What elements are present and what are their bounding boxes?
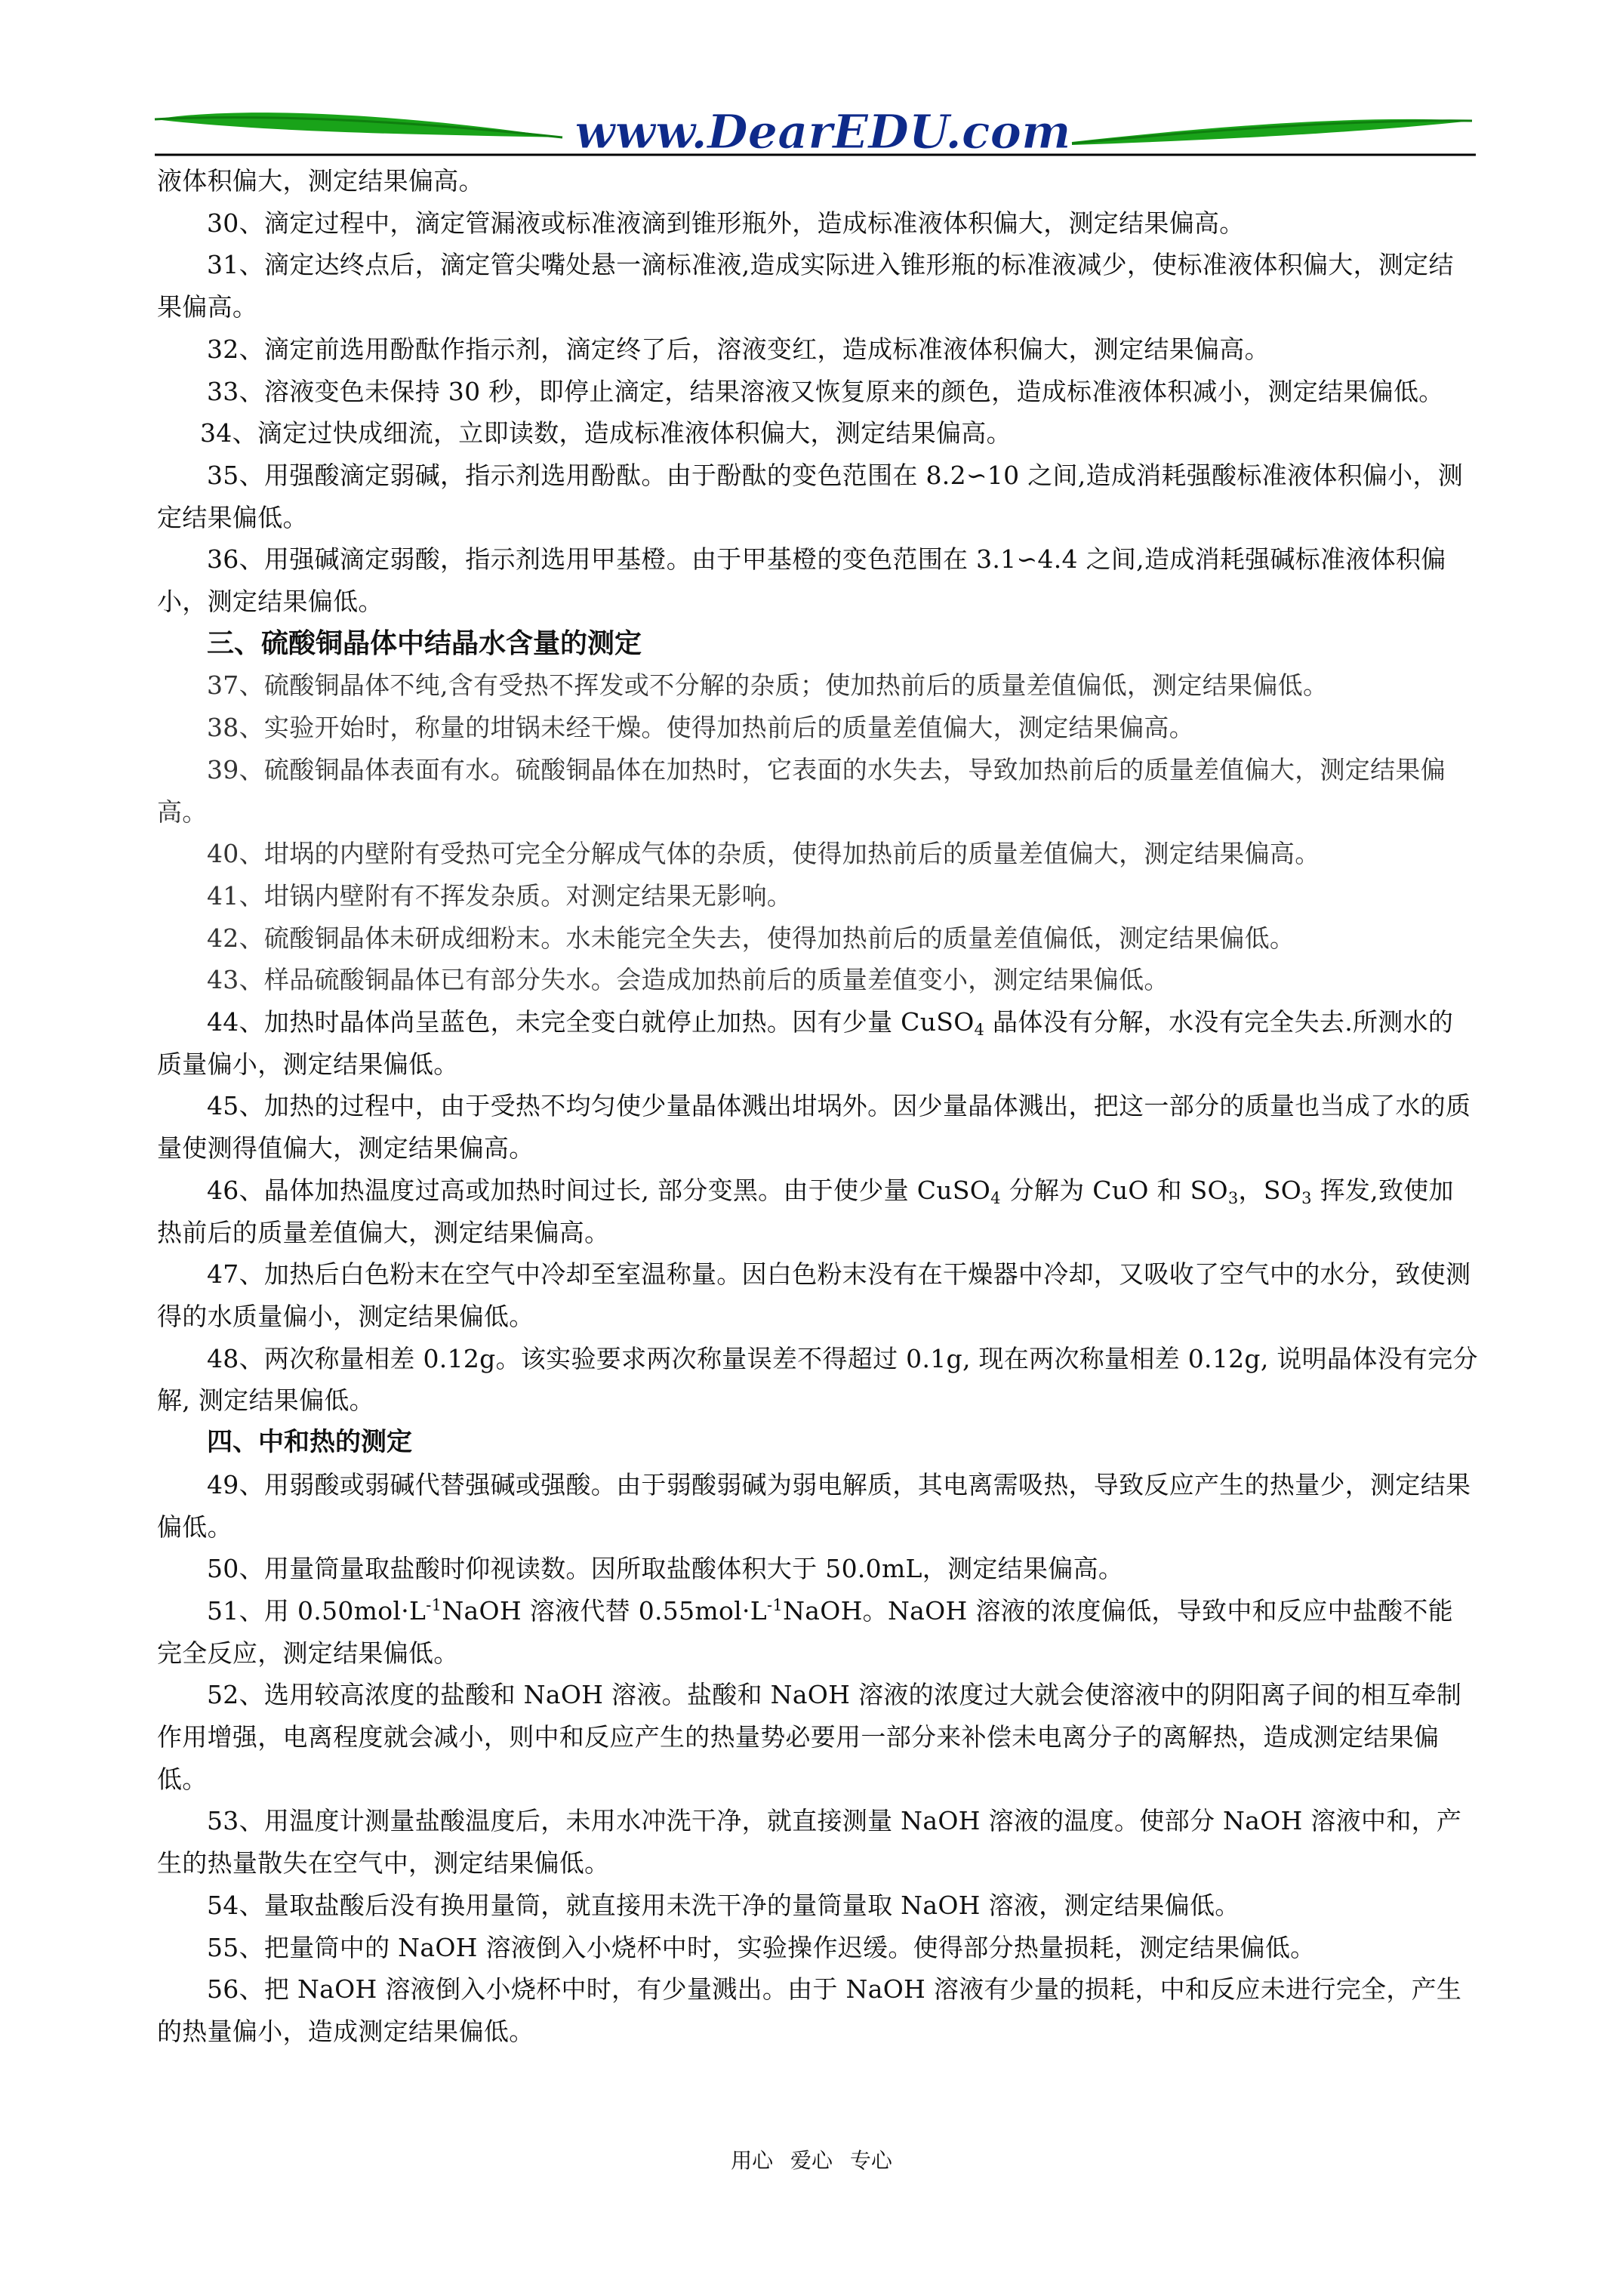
paragraph-47: 47、加热后白色粉末在空气中冷却至室温称量。因白色粉末没有在干燥器中冷却，又吸收了空气中的水分，致使测得的水质量偏小，测定结果偏低。 [157, 1259, 1471, 1331]
paragraph-41: 41、坩锅内壁附有不挥发杂质。对测定结果无影响。 [207, 880, 793, 911]
paragraph-36: 36、用强碱滴定弱酸，指示剂选用甲基橙。由于甲基橙的变色范围在 3.1∽4.4 之间,造成消耗强碱标准液体积偏小，测定结果偏低。 [157, 544, 1446, 617]
paragraph-33: 33、溶液变色未保持 30 秒，即停止滴定，结果溶液又恢复原来的颜色，造成标准液体积减小，测定结果偏低。 [207, 376, 1444, 406]
paragraph-54: 54、量取盐酸后没有换用量筒，就直接用未洗干净的量筒量取 NaOH 溶液，测定结果偏低。 [207, 1890, 1240, 1920]
paragraph-32: 32、滴定前选用酚酞作指示剂，滴定终了后，溶液变红，造成标准液体积偏大，测定结果偏高。 [207, 334, 1270, 364]
site-logo: www.DearEDU.com [574, 104, 1071, 159]
paragraph-38: 38、实验开始时，称量的坩锅未经干燥。使得加热前后的质量差值偏大，测定结果偏高。 [207, 713, 1194, 743]
paragraph-30: 30、滴定过程中，滴定管漏液或标准液滴到锥形瓶外，造成标准液体积偏大，测定结果偏高。 [207, 208, 1245, 238]
section-heading-4: 四、中和热的测定 [207, 1427, 412, 1458]
paragraph-continuation: 液体积偏大，测定结果偏高。 [157, 166, 484, 196]
paragraph-35: 35、用强酸滴定弱碱，指示剂选用酚酞。由于酚酞的变色范围在 8.2∽10 之间,造成消耗强酸标准液体积偏小，测定结果偏低。 [157, 460, 1464, 532]
paragraph-52: 52、选用较高浓度的盐酸和 NaOH 溶液。盐酸和 NaOH 溶液的浓度过大就会使溶液中的阴阳离子间的相互牵制作用增强，电离程度就会减小，则中和反应产生的热量势必要用一部分来补偿未电离分子的离解热，造成测定结果偏低。 [157, 1680, 1462, 1794]
right-swoosh-graphic [1072, 119, 1472, 145]
paragraph-48: 48、两次称量相差 0.12g。该实验要求两次称量误差不得超过 0.1g, 现在两次称量相差 0.12g, 说明晶体没有完分解, 测定结果偏低。 [157, 1343, 1478, 1416]
paragraph-51: 51、用 $0.50mol\cdot L^{-1}NaOH$ 溶液代替 $0.55mol\cdot L^{-1}NaOH$。NaOH 溶液的浓度偏低，导致中和反应中盐酸不能完全反应，测定结果偏低。 [157, 1595, 1454, 1668]
paragraph-45: 45、加热的过程中，由于受热不均匀使少量晶体溅出坩埚外。因少量晶体溅出，把这一部分的质量也当成了水的质量使测得值偏大，测定结果偏高。 [157, 1091, 1471, 1163]
paragraph-56: 56、把 NaOH 溶液倒入小烧杯中时，有少量溅出。由于 NaOH 溶液有少量的损耗，中和反应未进行完全，产生的热量偏小，造成测定结果偏低。 [157, 1974, 1462, 2046]
paragraph-43: 43、样品硫酸铜晶体已有部分失水。会造成加热前后的质量差值变小，测定结果偏低。 [207, 965, 1169, 995]
section-heading-3: 三、硫酸铜晶体中结晶水含量的测定 [207, 627, 642, 659]
document-body [157, 160, 1478, 2053]
paragraph-50: 50、用量筒量取盐酸时仰视读数。因所取盐酸体积大于 50.0mL，测定结果偏高。 [207, 1554, 1124, 1584]
paragraph-40: 40、坩埚的内壁附有受热可完全分解成气体的杂质，使得加热前后的质量差值偏大，测定结果偏高。 [207, 839, 1320, 869]
paragraph-31: 31、滴定达终点后，滴定管尖嘴处悬一滴标准液,造成实际进入锥形瓶的标准液减少，使标准液体积偏大，测定结果偏高。 [157, 250, 1454, 322]
paragraph-39: 39、硫酸铜晶体表面有水。硫酸铜晶体在加热时，它表面的水失去，导致加热前后的质量差值偏大，测定结果偏高。 [157, 754, 1446, 827]
paragraph-46: 46、晶体加热温度过高或加热时间过长, 部分变黑。由于使少量 CuSO$_4$ 分解为 CuO 和 $SO_3$，$SO_3$ 挥发,致使加热前后的质量差值偏大，测定结果偏高。 [157, 1175, 1454, 1247]
paragraph-55: 55、把量筒中的 NaOH 溶液倒入小烧杯中时，实验操作迟缓。使得部分热量损耗，测定结果偏低。 [207, 1932, 1316, 1962]
paragraph-44: 44、加热时晶体尚呈蓝色，未完全变白就停止加热。因有少量 CuSO$_4$ 晶体没有分解，水没有完全失去.所测水的质量偏小，测定结果偏低。 [157, 1007, 1454, 1079]
page-footer: 用心 爱心 专心 [731, 2148, 892, 2173]
paragraph-34: 34、滴定过快成细流，立即读数，造成标准液体积偏大，测定结果偏高。 [200, 418, 1012, 448]
paragraph-37: 37、硫酸铜晶体不纯,含有受热不挥发或不分解的杂质；使加热前后的质量差值偏低，测定结果偏低。 [207, 670, 1329, 701]
header-banner [0, 0, 1623, 162]
paragraph-42: 42、硫酸铜晶体未研成细粉末。水未能完全失去，使得加热前后的质量差值偏低，测定结果偏低。 [207, 923, 1295, 953]
left-swoosh-graphic [155, 112, 562, 137]
paragraph-53: 53、用温度计测量盐酸温度后，未用水冲洗干净，就直接测量 NaOH 溶液的温度。使部分 NaOH 溶液中和，产生的热量散失在空气中，测定结果偏低。 [157, 1806, 1462, 1878]
paragraph-49: 49、用弱酸或弱碱代替强碱或强酸。由于弱酸弱碱为弱电解质，其电离需吸热，导致反应产生的热量少，测定结果偏低。 [157, 1469, 1471, 1542]
